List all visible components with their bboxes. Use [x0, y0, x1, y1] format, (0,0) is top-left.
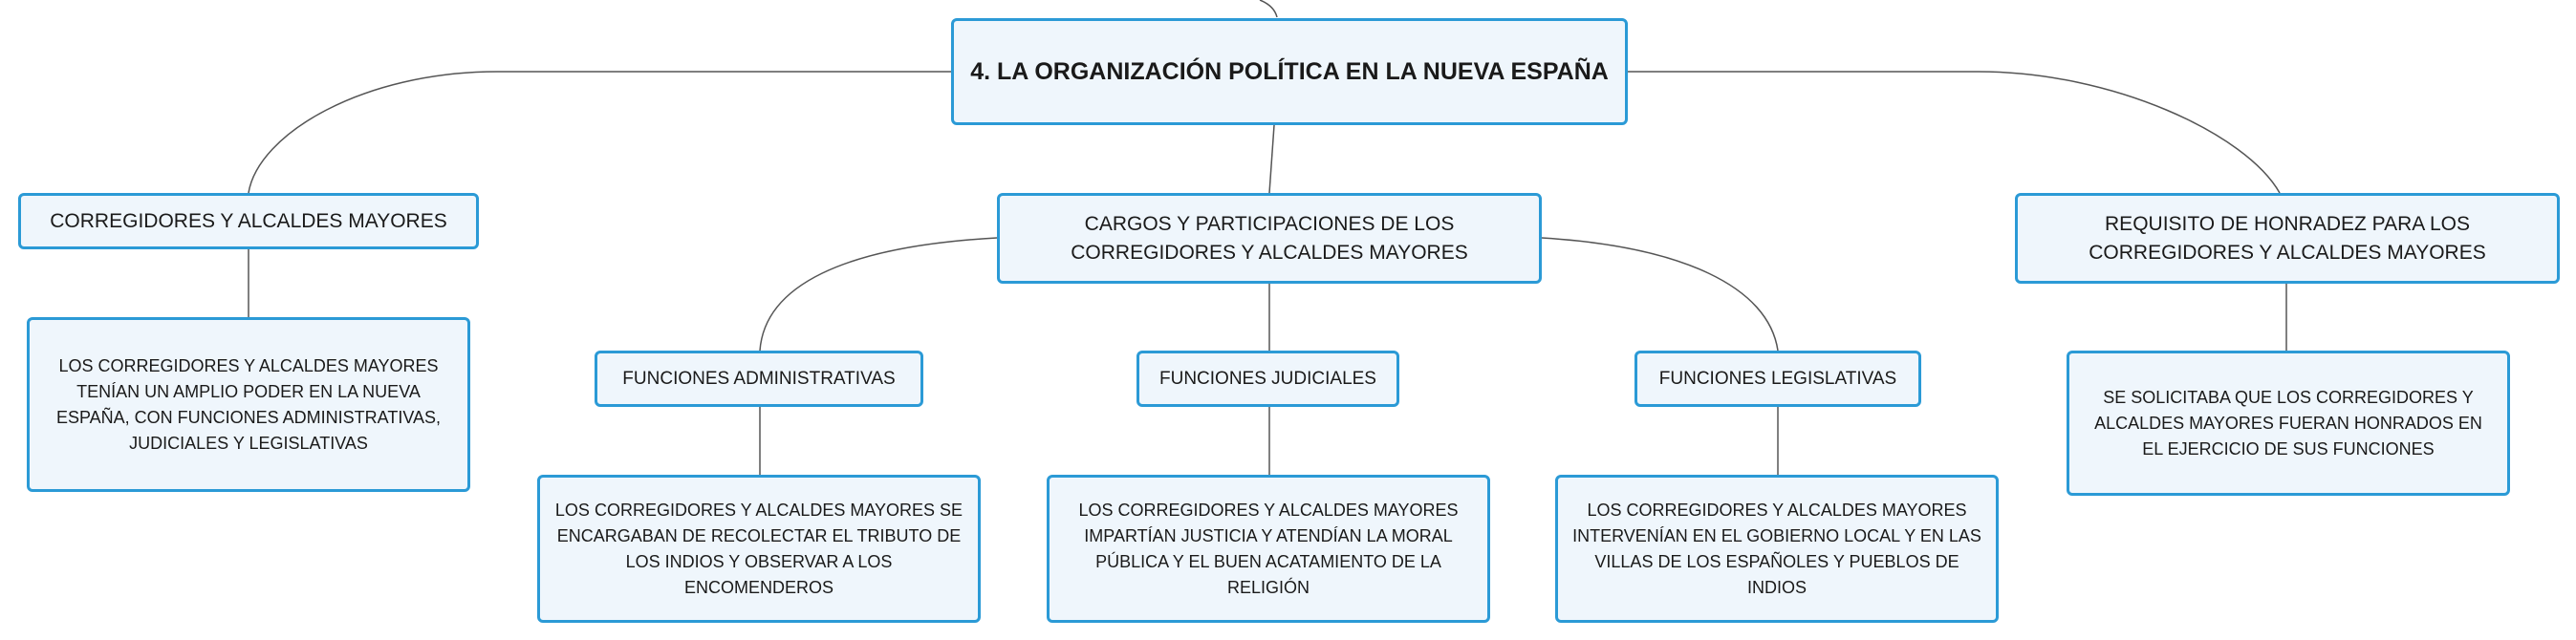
- detail-text: LOS CORREGIDORES Y ALCALDES MAYORES SE ENCARGABAN DE RECOLECTAR EL TRIBUTO DE LOS INDIOS Y OBSERVAR A LOS ENCOMENDEROS: [554, 500, 963, 597]
- connector-root-left: [249, 72, 951, 193]
- branch-title: REQUISITO DE HONRADEZ PARA LOS CORREGIDORES Y ALCALDES MAYORES: [2089, 212, 2486, 264]
- function-node-judiciales[interactable]: [1136, 351, 1399, 407]
- detail-text: LOS CORREGIDORES Y ALCALDES MAYORES INTERVENÍAN EN EL GOBIERNO LOCAL Y EN LAS VILLAS DE LOS ESPAÑOLES Y PUEBLOS DE INDIOS: [1572, 500, 1981, 597]
- function-title: FUNCIONES JUDICIALES: [1159, 368, 1376, 389]
- connector-root-right: [1628, 72, 2280, 193]
- function-title: FUNCIONES LEGISLATIVAS: [1658, 368, 1897, 389]
- connector-center-legislative: [1542, 238, 1778, 351]
- detail-node-administrativas[interactable]: [537, 475, 981, 623]
- root-title: 4. LA ORGANIZACIÓN POLÍTICA EN LA NUEVA ESPAÑA: [970, 57, 1609, 85]
- function-node-administrativas[interactable]: [595, 351, 923, 407]
- detail-node-legislativas[interactable]: [1555, 475, 1999, 623]
- detail-text: SE SOLICITABA QUE LOS CORREGIDORES Y ALCALDES MAYORES FUERAN HONRADOS EN EL EJERCICIO DE SUS FUNCIONES: [2094, 387, 2482, 459]
- connector-center-admin: [760, 238, 997, 351]
- root-node[interactable]: [951, 18, 1628, 125]
- connector-root-parent: [1260, 0, 1277, 17]
- branch-node-honradez[interactable]: [2015, 193, 2560, 284]
- branch-node-cargos[interactable]: [997, 193, 1542, 284]
- detail-text: LOS CORREGIDORES Y ALCALDES MAYORES IMPARTÍAN JUSTICIA Y ATENDÍAN LA MORAL PÚBLICA Y EL BUEN ACATAMIENTO DE LA RELIGIÓN: [1078, 500, 1459, 597]
- branch-title: CARGOS Y PARTICIPACIONES DE LOS CORREGIDORES Y ALCALDES MAYORES: [1071, 212, 1468, 264]
- branch-node-corregidores[interactable]: [18, 193, 479, 249]
- connector-root-center: [1269, 125, 1274, 193]
- function-node-legislativas[interactable]: [1634, 351, 1921, 407]
- detail-node-judiciales[interactable]: [1047, 475, 1490, 623]
- detail-node-corregidores[interactable]: [27, 317, 470, 492]
- detail-node-honradez[interactable]: [2067, 351, 2510, 496]
- branch-title: CORREGIDORES Y ALCALDES MAYORES: [50, 209, 447, 232]
- detail-text: LOS CORREGIDORES Y ALCALDES MAYORES TENÍAN UN AMPLIO PODER EN LA NUEVA ESPAÑA, CON FUNCIONES ADMINISTRATIVAS, JUDICIALES Y LEGISLATIVAS: [55, 355, 442, 453]
- function-title: FUNCIONES ADMINISTRATIVAS: [622, 368, 896, 389]
